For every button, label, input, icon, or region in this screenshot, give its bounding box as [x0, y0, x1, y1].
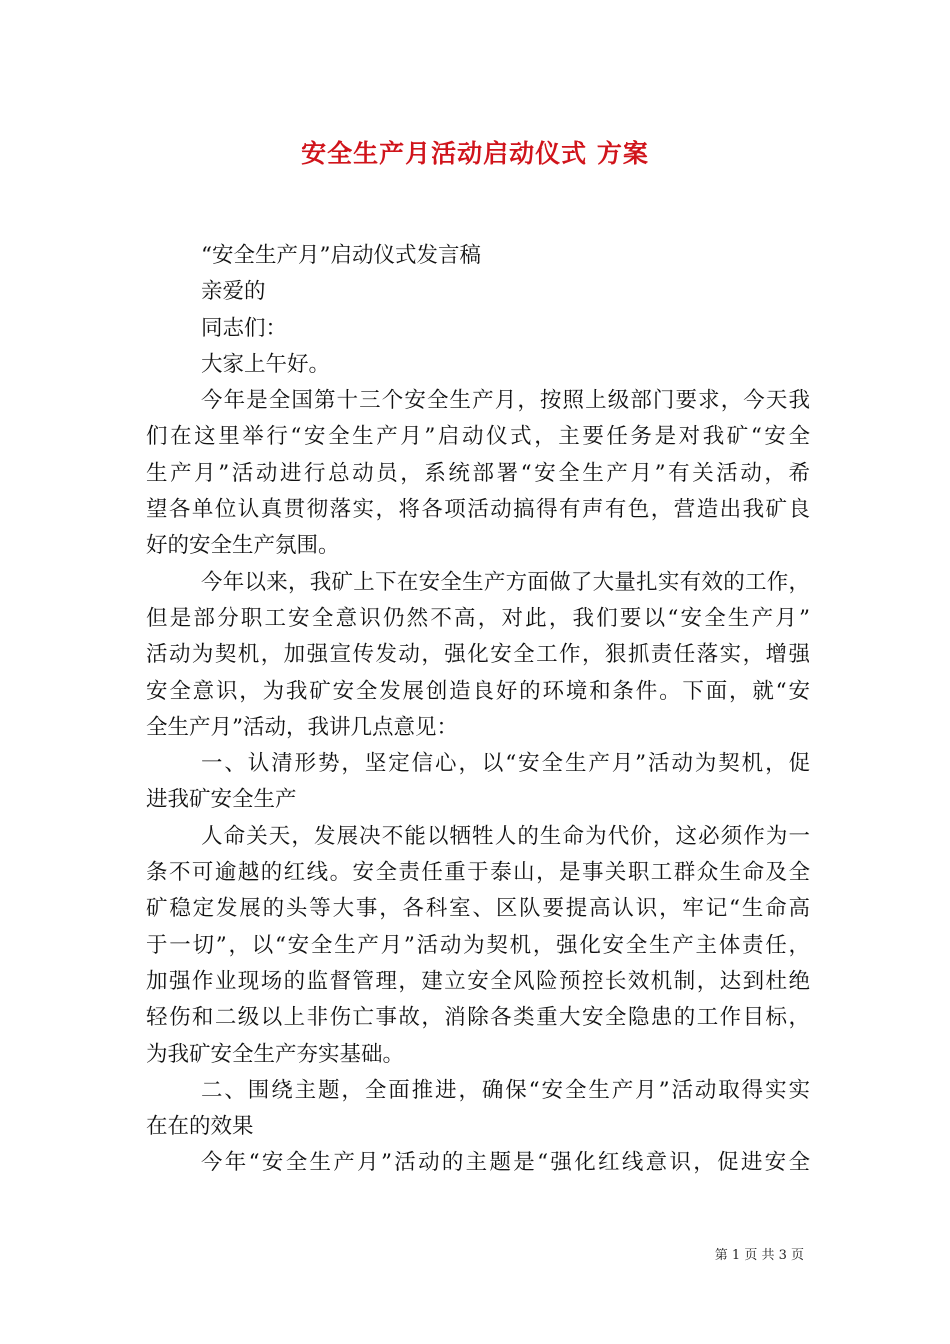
paragraph-line: 望各单位认真贯彻落实，将各项活动搞得有声有色，营造出我矿良 [146, 497, 810, 523]
paragraph-line: 今年以来，我矿上下在安全生产方面做了大量扎实有效的工作， [201, 569, 810, 595]
paragraph-line: 安全意识，为我矿安全发展创造良好的环境和条件。下面，就“安 [146, 678, 810, 704]
paragraph-line: 好的安全生产氛围。 [146, 533, 340, 559]
paragraph-line: 们在这里举行“安全生产月”启动仪式，主要任务是对我矿“安全 [146, 424, 810, 450]
salutation-line: 亲爱的 [201, 279, 266, 305]
page-number-footer: 第 1 页 共 3 页 [714, 1248, 804, 1263]
paragraph-line: 人命关天，发展决不能以牺牲人的生命为代价，这必须作为一 [201, 823, 810, 849]
salutation-line: 同志们： [201, 315, 288, 341]
paragraph-line: 轻伤和二级以上非伤亡事故，消除各类重大安全隐患的工作目标， [146, 1005, 810, 1031]
paragraph-line: 于一切”，以“安全生产月”活动为契机，强化安全生产主体责任， [146, 932, 810, 958]
speech-heading: “安全生产月”启动仪式发言稿 [201, 243, 481, 268]
section-heading-line: 进我矿安全生产 [146, 787, 297, 813]
paragraph-line: 活动为契机，加强宣传发动，强化安全工作，狠抓责任落实，增强 [146, 642, 810, 668]
section-heading-line: 在在的效果 [146, 1114, 254, 1140]
paragraph-line: 条不可逾越的红线。安全责任重于泰山，是事关职工群众生命及全 [146, 860, 810, 886]
document-title: 安全生产月活动启动仪式 方案 [301, 139, 649, 168]
section-heading-line: 二、围绕主题，全面推进，确保“安全生产月”活动取得实实 [201, 1077, 810, 1103]
document-body [146, 238, 810, 1182]
paragraph-line: 加强作业现场的监督管理，建立安全风险预控长效机制，达到杜绝 [146, 968, 810, 994]
paragraph-line: 但是部分职工安全意识仍然不高，对此，我们要以“安全生产月” [146, 605, 810, 631]
paragraph-line: 今年是全国第十三个安全生产月，按照上级部门要求，今天我 [201, 388, 810, 414]
section-heading-line: 一、认清形势，坚定信心，以“安全生产月”活动为契机，促 [201, 751, 810, 777]
paragraph-line: 生产月”活动进行总动员，系统部署“安全生产月”有关活动，希 [146, 460, 810, 486]
greeting-line: 大家上午好。 [201, 351, 331, 377]
paragraph-line: 全生产月”活动，我讲几点意见： [146, 714, 458, 740]
paragraph-line: 矿稳定发展的头等大事，各科室、区队要提高认识，牢记“生命高 [146, 896, 810, 922]
paragraph-line: 为我矿安全生产夯实基础。 [146, 1041, 405, 1067]
paragraph-line: 今年“安全生产月”活动的主题是“强化红线意识，促进安全 [201, 1150, 810, 1176]
